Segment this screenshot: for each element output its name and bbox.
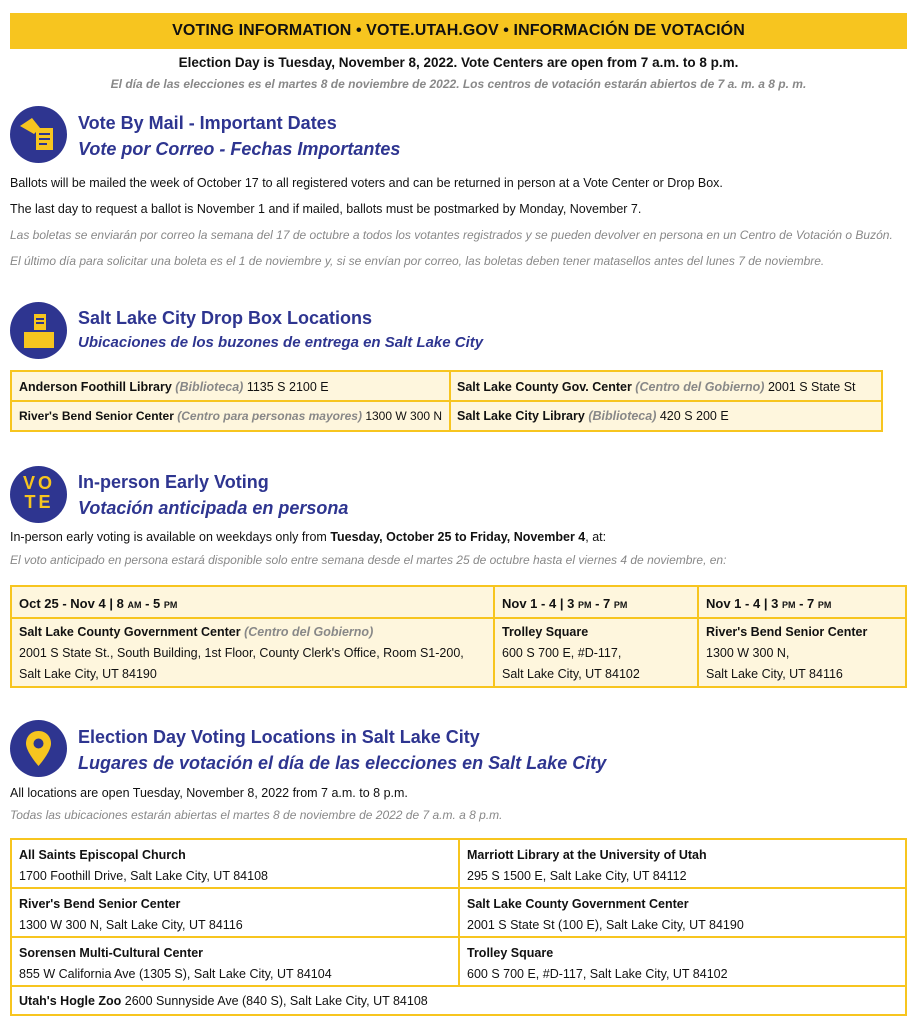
early-location: Trolley Square 600 S 700 E, #D-117, Salt Lake City, UT 84102 bbox=[502, 625, 640, 681]
early-intro: In-person early voting is available on weekdays only from Tuesday, October 25 to Friday, November 4, at: bbox=[10, 530, 607, 544]
mail-line-es-2: El último día para solicitar una boleta es el 1 de noviembre y, si se envían por correo, las boletas deben tener matasellos antes del lunes 7 de noviembre. bbox=[10, 254, 825, 268]
early-voting-table bbox=[10, 585, 907, 688]
ballot-hand-icon bbox=[10, 106, 67, 163]
header-banner: VOTING INFORMATION • VOTE.UTAH.GOV • INFORMACIÓN DE VOTACIÓN bbox=[10, 13, 907, 49]
election-day-notice-es: El día de las elecciones es el martes 8 de noviembre de 2022. Los centros de votación estarán abiertos de 7 a. m. a 8 p. m. bbox=[110, 77, 807, 91]
eday-intro-es: Todas las ubicaciones estarán abiertas el martes 8 de noviembre de 2022 de 7 a.m. a 8 p.m. bbox=[10, 808, 503, 822]
eday-location: Trolley Square 600 S 700 E, #D-117, Salt Lake City, UT 84102 bbox=[467, 946, 728, 981]
mail-title: Vote By Mail - Important Dates bbox=[78, 113, 337, 133]
eday-subtitle: Lugares de votación el día de las elecciones en Salt Lake City bbox=[78, 753, 607, 773]
eday-location: Sorensen Multi-Cultural Center 855 W California Ave (1305 S), Salt Lake City, UT 84104 bbox=[19, 946, 332, 981]
dropbox-cell: Salt Lake County Gov. Center (Centro del Gobierno) 2001 S State St bbox=[457, 380, 856, 394]
eday-title: Election Day Voting Locations in Salt Lake City bbox=[78, 727, 480, 747]
eday-locations-table bbox=[10, 838, 907, 1016]
eday-location: Salt Lake County Government Center 2001 S State St (100 E), Salt Lake City, UT 84190 bbox=[467, 897, 744, 932]
eday-location: All Saints Episcopal Church 1700 Foothill Drive, Salt Lake City, UT 84108 bbox=[19, 848, 268, 883]
dropbox-table bbox=[10, 370, 883, 432]
dropbox-cell: Salt Lake City Library (Biblioteca) 420 S 200 E bbox=[457, 409, 729, 423]
dropbox-cell: River's Bend Senior Center (Centro para personas mayores) 1300 W 300 N bbox=[19, 409, 443, 423]
mail-line-1: Ballots will be mailed the week of October 17 to all registered voters and can be returned in person at a Vote Center or Drop Box. bbox=[10, 176, 723, 190]
ballot-box-icon bbox=[10, 302, 67, 359]
eday-location: Marriott Library at the University of Utah 295 S 1500 E, Salt Lake City, UT 84112 bbox=[467, 848, 707, 883]
early-col-header: Nov 1 - 4 | 3 PM - 7 PM bbox=[502, 596, 628, 611]
eday-location: River's Bend Senior Center 1300 W 300 N, Salt Lake City, UT 84116 bbox=[19, 897, 243, 932]
mail-line-2: The last day to request a ballot is November 1 and if mailed, ballots must be postmarked by Monday, November 7. bbox=[10, 202, 642, 216]
dropbox-subtitle: Ubicaciones de los buzones de entrega en Salt Lake City bbox=[78, 334, 484, 351]
eday-location: Utah's Hogle Zoo 2600 Sunnyside Ave (840 S), Salt Lake City, UT 84108 bbox=[19, 994, 428, 1008]
early-location: Salt Lake County Government Center (Centro del Gobierno) 2001 S State St., South Building, 1st Floor, County Clerk's Office, Room S1-200, Salt Lake City, UT 84190 bbox=[19, 625, 464, 681]
dropbox-title: Salt Lake City Drop Box Locations bbox=[78, 308, 373, 328]
dropbox-cell: Anderson Foothill Library (Biblioteca) 1135 S 2100 E bbox=[19, 380, 329, 394]
mail-subtitle: Vote por Correo - Fechas Importantes bbox=[78, 139, 401, 159]
early-title: In-person Early Voting bbox=[78, 472, 269, 492]
early-col-header: Nov 1 - 4 | 3 PM - 7 PM bbox=[706, 596, 832, 611]
early-col-header: Oct 25 - Nov 4 | 8 AM - 5 PM bbox=[19, 596, 178, 611]
early-location: River's Bend Senior Center 1300 W 300 N, Salt Lake City, UT 84116 bbox=[706, 625, 868, 681]
early-intro-es: El voto anticipado en persona estará disponible solo entre semana desde el martes 25 de octubre hasta el viernes 4 de noviembre, en: bbox=[10, 553, 727, 567]
map-pin-icon bbox=[10, 720, 67, 777]
vote-badge-icon: VO TE bbox=[10, 466, 67, 523]
mail-line-es-1: Las boletas se enviarán por correo la semana del 17 de octubre a todos los votantes registrados y se pueden devolver en persona en un Centro de Votación o Buzón. bbox=[10, 228, 893, 242]
eday-intro: All locations are open Tuesday, November 8, 2022 from 7 a.m. to 8 p.m. bbox=[10, 786, 408, 800]
early-subtitle: Votación anticipada en persona bbox=[78, 498, 349, 518]
election-day-notice: Election Day is Tuesday, November 8, 2022. Vote Centers are open from 7 a.m. to 8 p.m. bbox=[178, 55, 739, 70]
